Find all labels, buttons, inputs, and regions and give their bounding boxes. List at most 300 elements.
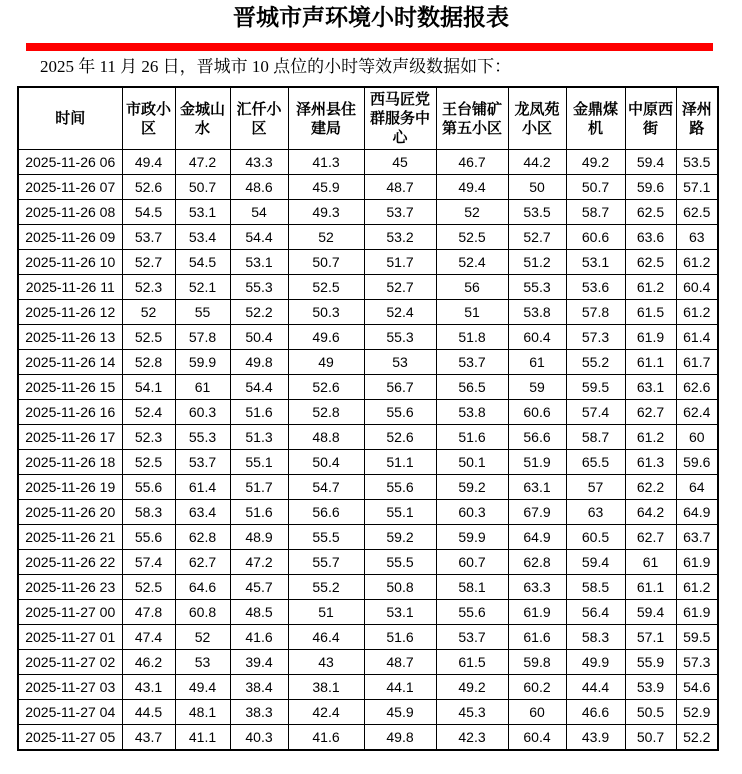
value-cell: 55.5 bbox=[288, 525, 364, 550]
value-cell: 53.9 bbox=[625, 675, 676, 700]
value-cell: 51.2 bbox=[508, 250, 566, 275]
value-cell: 51.1 bbox=[364, 450, 436, 475]
value-cell: 52 bbox=[122, 300, 175, 325]
value-cell: 62.5 bbox=[625, 250, 676, 275]
value-cell: 62.2 bbox=[625, 475, 676, 500]
time-cell: 2025-11-26 22 bbox=[18, 550, 122, 575]
table-row bbox=[18, 400, 718, 425]
value-cell: 59.4 bbox=[566, 550, 625, 575]
value-cell: 48.9 bbox=[230, 525, 288, 550]
value-cell: 52.9 bbox=[676, 700, 718, 725]
value-cell: 52.5 bbox=[436, 225, 508, 250]
value-cell: 62.8 bbox=[175, 525, 230, 550]
value-cell: 52.8 bbox=[122, 350, 175, 375]
value-cell: 49 bbox=[288, 350, 364, 375]
table-row bbox=[18, 150, 718, 175]
value-cell: 56.5 bbox=[436, 375, 508, 400]
value-cell: 61.2 bbox=[676, 250, 718, 275]
value-cell: 55.5 bbox=[364, 550, 436, 575]
table-row bbox=[18, 425, 718, 450]
value-cell: 53.7 bbox=[364, 200, 436, 225]
value-cell: 62.5 bbox=[625, 200, 676, 225]
value-cell: 45.9 bbox=[288, 175, 364, 200]
value-cell: 61.9 bbox=[508, 600, 566, 625]
value-cell: 58.5 bbox=[566, 575, 625, 600]
value-cell: 55.6 bbox=[364, 475, 436, 500]
value-cell: 44.4 bbox=[566, 675, 625, 700]
value-cell: 61.7 bbox=[676, 350, 718, 375]
value-cell: 60.2 bbox=[508, 675, 566, 700]
column-header-time: 时间 bbox=[18, 87, 122, 150]
value-cell: 63.3 bbox=[508, 575, 566, 600]
value-cell: 52.2 bbox=[230, 300, 288, 325]
value-cell: 42.3 bbox=[436, 725, 508, 751]
value-cell: 52.5 bbox=[288, 275, 364, 300]
value-cell: 55.6 bbox=[122, 475, 175, 500]
table-row bbox=[18, 650, 718, 675]
value-cell: 61 bbox=[625, 550, 676, 575]
value-cell: 55.2 bbox=[288, 575, 364, 600]
value-cell: 61.2 bbox=[676, 300, 718, 325]
value-cell: 45.7 bbox=[230, 575, 288, 600]
value-cell: 56 bbox=[436, 275, 508, 300]
value-cell: 56.6 bbox=[508, 425, 566, 450]
value-cell: 55.3 bbox=[364, 325, 436, 350]
value-cell: 51 bbox=[288, 600, 364, 625]
value-cell: 55.3 bbox=[230, 275, 288, 300]
value-cell: 60.4 bbox=[508, 725, 566, 751]
value-cell: 61.5 bbox=[436, 650, 508, 675]
value-cell: 47.4 bbox=[122, 625, 175, 650]
value-cell: 49.8 bbox=[230, 350, 288, 375]
table-row bbox=[18, 525, 718, 550]
value-cell: 51.6 bbox=[230, 400, 288, 425]
value-cell: 60.8 bbox=[175, 600, 230, 625]
value-cell: 58.1 bbox=[436, 575, 508, 600]
value-cell: 62.8 bbox=[508, 550, 566, 575]
value-cell: 50.1 bbox=[436, 450, 508, 475]
value-cell: 53.1 bbox=[364, 600, 436, 625]
value-cell: 63.4 bbox=[175, 500, 230, 525]
value-cell: 52.4 bbox=[436, 250, 508, 275]
value-cell: 46.2 bbox=[122, 650, 175, 675]
value-cell: 63.1 bbox=[508, 475, 566, 500]
column-header-site: 金城山水 bbox=[175, 87, 230, 150]
value-cell: 41.6 bbox=[288, 725, 364, 751]
value-cell: 45.3 bbox=[436, 700, 508, 725]
value-cell: 49.6 bbox=[288, 325, 364, 350]
value-cell: 53.7 bbox=[122, 225, 175, 250]
value-cell: 57.3 bbox=[676, 650, 718, 675]
title-divider-rule bbox=[26, 43, 713, 51]
value-cell: 46.7 bbox=[436, 150, 508, 175]
value-cell: 54.5 bbox=[175, 250, 230, 275]
value-cell: 51.6 bbox=[230, 500, 288, 525]
value-cell: 50.7 bbox=[566, 175, 625, 200]
value-cell: 55.6 bbox=[122, 525, 175, 550]
time-cell: 2025-11-26 16 bbox=[18, 400, 122, 425]
value-cell: 41.6 bbox=[230, 625, 288, 650]
value-cell: 62.7 bbox=[175, 550, 230, 575]
time-cell: 2025-11-26 08 bbox=[18, 200, 122, 225]
value-cell: 52.6 bbox=[288, 375, 364, 400]
column-header-site: 汇仟小区 bbox=[230, 87, 288, 150]
time-cell: 2025-11-26 18 bbox=[18, 450, 122, 475]
value-cell: 52 bbox=[288, 225, 364, 250]
value-cell: 60.3 bbox=[175, 400, 230, 425]
value-cell: 53.8 bbox=[436, 400, 508, 425]
value-cell: 52.2 bbox=[676, 725, 718, 751]
time-cell: 2025-11-26 19 bbox=[18, 475, 122, 500]
value-cell: 55.1 bbox=[364, 500, 436, 525]
value-cell: 44.2 bbox=[508, 150, 566, 175]
value-cell: 49.9 bbox=[566, 650, 625, 675]
table-row bbox=[18, 625, 718, 650]
value-cell: 53 bbox=[364, 350, 436, 375]
value-cell: 62.6 bbox=[676, 375, 718, 400]
value-cell: 52.1 bbox=[175, 275, 230, 300]
value-cell: 51.7 bbox=[364, 250, 436, 275]
value-cell: 54.6 bbox=[676, 675, 718, 700]
value-cell: 59.5 bbox=[676, 625, 718, 650]
table-body bbox=[18, 150, 718, 751]
value-cell: 67.9 bbox=[508, 500, 566, 525]
table-row bbox=[18, 500, 718, 525]
value-cell: 61.6 bbox=[508, 625, 566, 650]
time-cell: 2025-11-27 02 bbox=[18, 650, 122, 675]
value-cell: 49.4 bbox=[175, 675, 230, 700]
value-cell: 54.1 bbox=[122, 375, 175, 400]
table-row bbox=[18, 475, 718, 500]
value-cell: 59.2 bbox=[436, 475, 508, 500]
value-cell: 48.8 bbox=[288, 425, 364, 450]
value-cell: 53.7 bbox=[436, 350, 508, 375]
value-cell: 51.7 bbox=[230, 475, 288, 500]
sound-data-table bbox=[17, 86, 719, 751]
value-cell: 53.6 bbox=[566, 275, 625, 300]
value-cell: 52.6 bbox=[122, 175, 175, 200]
value-cell: 53 bbox=[175, 650, 230, 675]
table-row bbox=[18, 300, 718, 325]
value-cell: 59.5 bbox=[566, 375, 625, 400]
value-cell: 50.3 bbox=[288, 300, 364, 325]
value-cell: 63 bbox=[566, 500, 625, 525]
value-cell: 46.6 bbox=[566, 700, 625, 725]
value-cell: 55.2 bbox=[566, 350, 625, 375]
table-header bbox=[18, 87, 718, 150]
value-cell: 54 bbox=[230, 200, 288, 225]
value-cell: 52.8 bbox=[288, 400, 364, 425]
value-cell: 59 bbox=[508, 375, 566, 400]
value-cell: 45 bbox=[364, 150, 436, 175]
value-cell: 51.6 bbox=[364, 625, 436, 650]
table-row bbox=[18, 350, 718, 375]
value-cell: 50.4 bbox=[230, 325, 288, 350]
value-cell: 64.9 bbox=[508, 525, 566, 550]
value-cell: 55.6 bbox=[436, 600, 508, 625]
value-cell: 54.4 bbox=[230, 375, 288, 400]
value-cell: 60.4 bbox=[508, 325, 566, 350]
report-subtitle: 2025 年 11 月 26 日，晋城市 10 点位的小时等效声级数据如下： bbox=[40, 57, 512, 76]
value-cell: 53.4 bbox=[175, 225, 230, 250]
value-cell: 41.3 bbox=[288, 150, 364, 175]
value-cell: 52.5 bbox=[122, 450, 175, 475]
value-cell: 38.3 bbox=[230, 700, 288, 725]
value-cell: 47.2 bbox=[175, 150, 230, 175]
value-cell: 54.5 bbox=[122, 200, 175, 225]
value-cell: 60 bbox=[676, 425, 718, 450]
value-cell: 61.4 bbox=[676, 325, 718, 350]
value-cell: 53.5 bbox=[508, 200, 566, 225]
value-cell: 57.3 bbox=[566, 325, 625, 350]
time-cell: 2025-11-26 11 bbox=[18, 275, 122, 300]
value-cell: 49.4 bbox=[436, 175, 508, 200]
value-cell: 61.9 bbox=[676, 600, 718, 625]
time-cell: 2025-11-26 12 bbox=[18, 300, 122, 325]
time-cell: 2025-11-27 03 bbox=[18, 675, 122, 700]
value-cell: 56.4 bbox=[566, 600, 625, 625]
value-cell: 52.7 bbox=[364, 275, 436, 300]
value-cell: 61.1 bbox=[625, 575, 676, 600]
column-header-site: 王台铺矿第五小区 bbox=[436, 87, 508, 150]
value-cell: 60.5 bbox=[566, 525, 625, 550]
value-cell: 49.8 bbox=[364, 725, 436, 751]
value-cell: 64.2 bbox=[625, 500, 676, 525]
value-cell: 63.6 bbox=[625, 225, 676, 250]
table-row bbox=[18, 225, 718, 250]
value-cell: 55.1 bbox=[230, 450, 288, 475]
value-cell: 56.6 bbox=[288, 500, 364, 525]
value-cell: 64.9 bbox=[676, 500, 718, 525]
value-cell: 42.4 bbox=[288, 700, 364, 725]
value-cell: 57.4 bbox=[566, 400, 625, 425]
table-row bbox=[18, 450, 718, 475]
value-cell: 49.2 bbox=[566, 150, 625, 175]
value-cell: 64.6 bbox=[175, 575, 230, 600]
value-cell: 59.6 bbox=[625, 175, 676, 200]
value-cell: 58.7 bbox=[566, 425, 625, 450]
value-cell: 57.8 bbox=[566, 300, 625, 325]
value-cell: 40.3 bbox=[230, 725, 288, 751]
table-row bbox=[18, 325, 718, 350]
value-cell: 45.9 bbox=[364, 700, 436, 725]
value-cell: 52 bbox=[175, 625, 230, 650]
column-header-site: 中原西街 bbox=[625, 87, 676, 150]
value-cell: 50.7 bbox=[288, 250, 364, 275]
value-cell: 51.6 bbox=[436, 425, 508, 450]
value-cell: 43.9 bbox=[566, 725, 625, 751]
value-cell: 55.9 bbox=[625, 650, 676, 675]
value-cell: 52.3 bbox=[122, 425, 175, 450]
time-cell: 2025-11-26 17 bbox=[18, 425, 122, 450]
column-header-site: 市政小区 bbox=[122, 87, 175, 150]
value-cell: 53.8 bbox=[508, 300, 566, 325]
value-cell: 58.3 bbox=[122, 500, 175, 525]
value-cell: 61.3 bbox=[625, 450, 676, 475]
table-row bbox=[18, 250, 718, 275]
value-cell: 61.9 bbox=[625, 325, 676, 350]
time-cell: 2025-11-26 14 bbox=[18, 350, 122, 375]
table-row bbox=[18, 550, 718, 575]
value-cell: 62.7 bbox=[625, 525, 676, 550]
value-cell: 55.3 bbox=[508, 275, 566, 300]
value-cell: 38.1 bbox=[288, 675, 364, 700]
table-row bbox=[18, 375, 718, 400]
time-cell: 2025-11-26 09 bbox=[18, 225, 122, 250]
value-cell: 39.4 bbox=[230, 650, 288, 675]
table-row bbox=[18, 725, 718, 751]
value-cell: 43.1 bbox=[122, 675, 175, 700]
value-cell: 61.9 bbox=[676, 550, 718, 575]
time-cell: 2025-11-26 06 bbox=[18, 150, 122, 175]
value-cell: 53.7 bbox=[436, 625, 508, 650]
value-cell: 52 bbox=[436, 200, 508, 225]
value-cell: 53.1 bbox=[566, 250, 625, 275]
value-cell: 48.7 bbox=[364, 175, 436, 200]
value-cell: 53.1 bbox=[230, 250, 288, 275]
value-cell: 63 bbox=[676, 225, 718, 250]
value-cell: 61.2 bbox=[676, 575, 718, 600]
value-cell: 52.7 bbox=[122, 250, 175, 275]
value-cell: 53.2 bbox=[364, 225, 436, 250]
value-cell: 50.7 bbox=[175, 175, 230, 200]
column-header-site: 泽州县住建局 bbox=[288, 87, 364, 150]
value-cell: 61.2 bbox=[625, 425, 676, 450]
table-row bbox=[18, 200, 718, 225]
value-cell: 41.1 bbox=[175, 725, 230, 751]
value-cell: 51.9 bbox=[508, 450, 566, 475]
value-cell: 61 bbox=[175, 375, 230, 400]
value-cell: 63.7 bbox=[676, 525, 718, 550]
header-row bbox=[18, 87, 718, 150]
value-cell: 60.6 bbox=[508, 400, 566, 425]
value-cell: 48.1 bbox=[175, 700, 230, 725]
value-cell: 57.8 bbox=[175, 325, 230, 350]
value-cell: 59.4 bbox=[625, 600, 676, 625]
value-cell: 52.5 bbox=[122, 325, 175, 350]
value-cell: 62.7 bbox=[625, 400, 676, 425]
value-cell: 48.7 bbox=[364, 650, 436, 675]
value-cell: 52.5 bbox=[122, 575, 175, 600]
value-cell: 47.2 bbox=[230, 550, 288, 575]
table-row bbox=[18, 175, 718, 200]
value-cell: 59.6 bbox=[676, 450, 718, 475]
value-cell: 55.6 bbox=[364, 400, 436, 425]
value-cell: 44.5 bbox=[122, 700, 175, 725]
value-cell: 51 bbox=[436, 300, 508, 325]
time-cell: 2025-11-26 13 bbox=[18, 325, 122, 350]
value-cell: 58.3 bbox=[566, 625, 625, 650]
value-cell: 59.9 bbox=[175, 350, 230, 375]
value-cell: 55.7 bbox=[288, 550, 364, 575]
time-cell: 2025-11-26 15 bbox=[18, 375, 122, 400]
time-cell: 2025-11-26 07 bbox=[18, 175, 122, 200]
value-cell: 63.1 bbox=[625, 375, 676, 400]
value-cell: 43 bbox=[288, 650, 364, 675]
value-cell: 52.3 bbox=[122, 275, 175, 300]
time-cell: 2025-11-26 10 bbox=[18, 250, 122, 275]
value-cell: 49.2 bbox=[436, 675, 508, 700]
value-cell: 64 bbox=[676, 475, 718, 500]
value-cell: 54.4 bbox=[230, 225, 288, 250]
value-cell: 44.1 bbox=[364, 675, 436, 700]
value-cell: 53.1 bbox=[175, 200, 230, 225]
value-cell: 60.3 bbox=[436, 500, 508, 525]
value-cell: 61.4 bbox=[175, 475, 230, 500]
value-cell: 61.2 bbox=[625, 275, 676, 300]
value-cell: 54.7 bbox=[288, 475, 364, 500]
time-cell: 2025-11-27 05 bbox=[18, 725, 122, 751]
table-row bbox=[18, 575, 718, 600]
value-cell: 58.7 bbox=[566, 200, 625, 225]
value-cell: 55.3 bbox=[175, 425, 230, 450]
value-cell: 49.4 bbox=[122, 150, 175, 175]
value-cell: 62.5 bbox=[676, 200, 718, 225]
value-cell: 38.4 bbox=[230, 675, 288, 700]
value-cell: 50.8 bbox=[364, 575, 436, 600]
table-row bbox=[18, 675, 718, 700]
value-cell: 59.9 bbox=[436, 525, 508, 550]
column-header-site: 龙凤苑小区 bbox=[508, 87, 566, 150]
value-cell: 50.5 bbox=[625, 700, 676, 725]
value-cell: 65.5 bbox=[566, 450, 625, 475]
table-row bbox=[18, 275, 718, 300]
column-header-site: 泽州路 bbox=[676, 87, 718, 150]
value-cell: 48.6 bbox=[230, 175, 288, 200]
value-cell: 48.5 bbox=[230, 600, 288, 625]
table-row bbox=[18, 600, 718, 625]
time-cell: 2025-11-26 21 bbox=[18, 525, 122, 550]
value-cell: 56.7 bbox=[364, 375, 436, 400]
value-cell: 55 bbox=[175, 300, 230, 325]
value-cell: 49.3 bbox=[288, 200, 364, 225]
value-cell: 51.8 bbox=[436, 325, 508, 350]
value-cell: 60.7 bbox=[436, 550, 508, 575]
value-cell: 62.4 bbox=[676, 400, 718, 425]
value-cell: 57.1 bbox=[625, 625, 676, 650]
value-cell: 59.4 bbox=[625, 150, 676, 175]
value-cell: 52.4 bbox=[364, 300, 436, 325]
value-cell: 59.2 bbox=[364, 525, 436, 550]
value-cell: 47.8 bbox=[122, 600, 175, 625]
value-cell: 51.3 bbox=[230, 425, 288, 450]
value-cell: 50.4 bbox=[288, 450, 364, 475]
value-cell: 60.4 bbox=[676, 275, 718, 300]
value-cell: 52.4 bbox=[122, 400, 175, 425]
value-cell: 60 bbox=[508, 700, 566, 725]
value-cell: 57 bbox=[566, 475, 625, 500]
value-cell: 46.4 bbox=[288, 625, 364, 650]
value-cell: 57.1 bbox=[676, 175, 718, 200]
column-header-site: 金鼎煤机 bbox=[566, 87, 625, 150]
page-title: 晋城市声环境小时数据报表 bbox=[233, 5, 509, 30]
value-cell: 60.6 bbox=[566, 225, 625, 250]
value-cell: 50 bbox=[508, 175, 566, 200]
value-cell: 52.6 bbox=[364, 425, 436, 450]
value-cell: 43.7 bbox=[122, 725, 175, 751]
value-cell: 59.8 bbox=[508, 650, 566, 675]
value-cell: 43.3 bbox=[230, 150, 288, 175]
value-cell: 53.5 bbox=[676, 150, 718, 175]
value-cell: 61.5 bbox=[625, 300, 676, 325]
value-cell: 50.7 bbox=[625, 725, 676, 751]
column-header-site: 西马匠党群服务中心 bbox=[364, 87, 436, 150]
time-cell: 2025-11-26 20 bbox=[18, 500, 122, 525]
value-cell: 61.1 bbox=[625, 350, 676, 375]
value-cell: 57.4 bbox=[122, 550, 175, 575]
table-row bbox=[18, 700, 718, 725]
time-cell: 2025-11-27 01 bbox=[18, 625, 122, 650]
